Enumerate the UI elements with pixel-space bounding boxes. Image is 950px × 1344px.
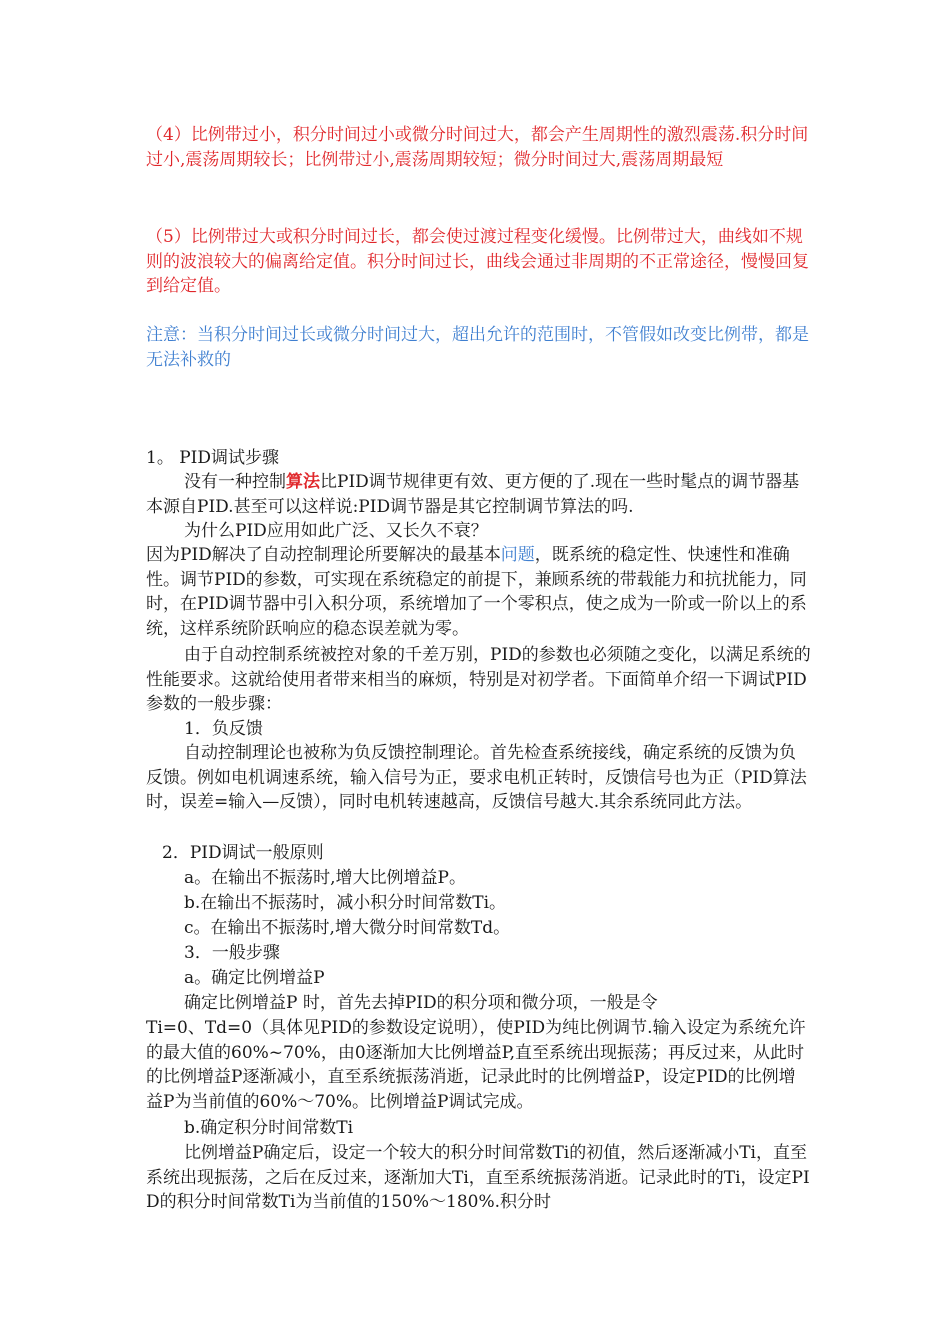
step-1-body: 自动控制理论也被称为负反馈控制理论。首先检查系统接线，确定系统的反馈为负反馈。例如电机调速系统，输入信号为正，要求电机正转时，反馈信号也为正（PID算法时，误差=输入—反馈），同时电机转速越高，反馈信号越大.其余系统同此方法。: [146, 743, 807, 812]
step-3-a-body-1: 确定比例增益P 时，首先去掉PID的积分项和微分项，一般是令: [184, 993, 658, 1013]
p1-text-a: 没有一种控制: [184, 472, 286, 492]
note-item-5: （5）比例带过大或积分时间过长，都会使过渡过程变化缓慢。比例带过大，曲线如不规则的波浪较大的偏离给定值。积分时间过长，曲线会通过非周期的不正常途径，慢慢回复到给定值。: [146, 227, 809, 296]
p1-text-b: 比PID调节规律更有效、更方便的了.现在一些时髦点的调节器基本源自PID.甚至可以这样说:PID调节器是其它控制调节算法的吗.: [146, 472, 800, 517]
p3-text-b: ，既系统的稳定性、快速性和准确性。调节PID的参数，可实现在系统稳定的前提下，兼顾系统的带载能力和抗扰能力，同时，在PID调节器中引入积分项，系统增加了一个零积点，使之成为一阶或一阶以上的系统，这样系统阶跃响应的稳态误差就为零。: [146, 545, 807, 639]
step-3-b-title: b.确定积分时间常数Ti: [184, 1118, 354, 1138]
step-2-title: 2．PID调试一般原则: [162, 843, 324, 863]
step-3-title: 3．一般步骤: [184, 943, 280, 963]
caution-note: 注意：当积分时间过长或微分时间过大，超出允许的范围时，不管假如改变比例带，都是无法补救的: [146, 325, 809, 370]
p3-text-a: 因为PID解决了自动控制理论所要解决的最基本: [146, 545, 501, 565]
step-3-a-title: a。确定比例增益P: [184, 968, 325, 988]
step-1-title: 1．负反馈: [184, 719, 263, 739]
problem-link[interactable]: 问题: [500, 545, 535, 565]
step-2-c: c。在输出不振荡时,增大微分时间常数Td。: [184, 918, 511, 938]
paragraph-2: 为什么PID应用如此广泛、又长久不衰？: [184, 521, 488, 541]
paragraph-1: [146, 470, 811, 519]
algorithm-link[interactable]: 算法: [286, 472, 320, 492]
step-2-a: a。在输出不振荡时,增大比例增益P。: [184, 868, 466, 888]
step-2-b: b.在输出不振荡时，减小积分时间常数Ti。: [184, 893, 507, 913]
step-3-a-body-2: Ti=0、Td=0（具体见PID的参数设定说明），使PID为纯比例调节.输入设定为系统允许的最大值的60%~70%，由0逐渐加大比例增益P,直至系统出现振荡；再反过来，从此时的比例增益P逐渐减小，直至系统振荡消逝，记录此时的比例增益P，设定PID的比例增益P为当前值的60%～70%。比例增益P调试完成。: [146, 1018, 806, 1112]
section-heading: 1。 PID调试步骤: [146, 448, 280, 468]
note-item-4: （4）比例带过小，积分时间过小或微分时间过大，都会产生周期性的激烈震荡.积分时间过小,震荡周期较长；比例带过小,震荡周期较短；微分时间过大,震荡周期最短: [146, 125, 809, 170]
step-3-b-body: 比例增益P确定后，设定一个较大的积分时间常数Ti的初值，然后逐渐减小Ti，直至系统出现振荡，之后在反过来，逐渐加大Ti，直至系统振荡消逝。记录此时的Ti，设定PID的积分时间常数Ti为当前值的150%～180%.积分时: [146, 1143, 810, 1212]
paragraph-4: 由于自动控制系统被控对象的千差万别，PID的参数也必须随之变化，以满足系统的性能要求。这就给使用者带来相当的麻烦，特别是对初学者。下面简单介绍一下调试PID参数的一般步骤：: [146, 645, 811, 714]
paragraph-3: [146, 543, 811, 641]
